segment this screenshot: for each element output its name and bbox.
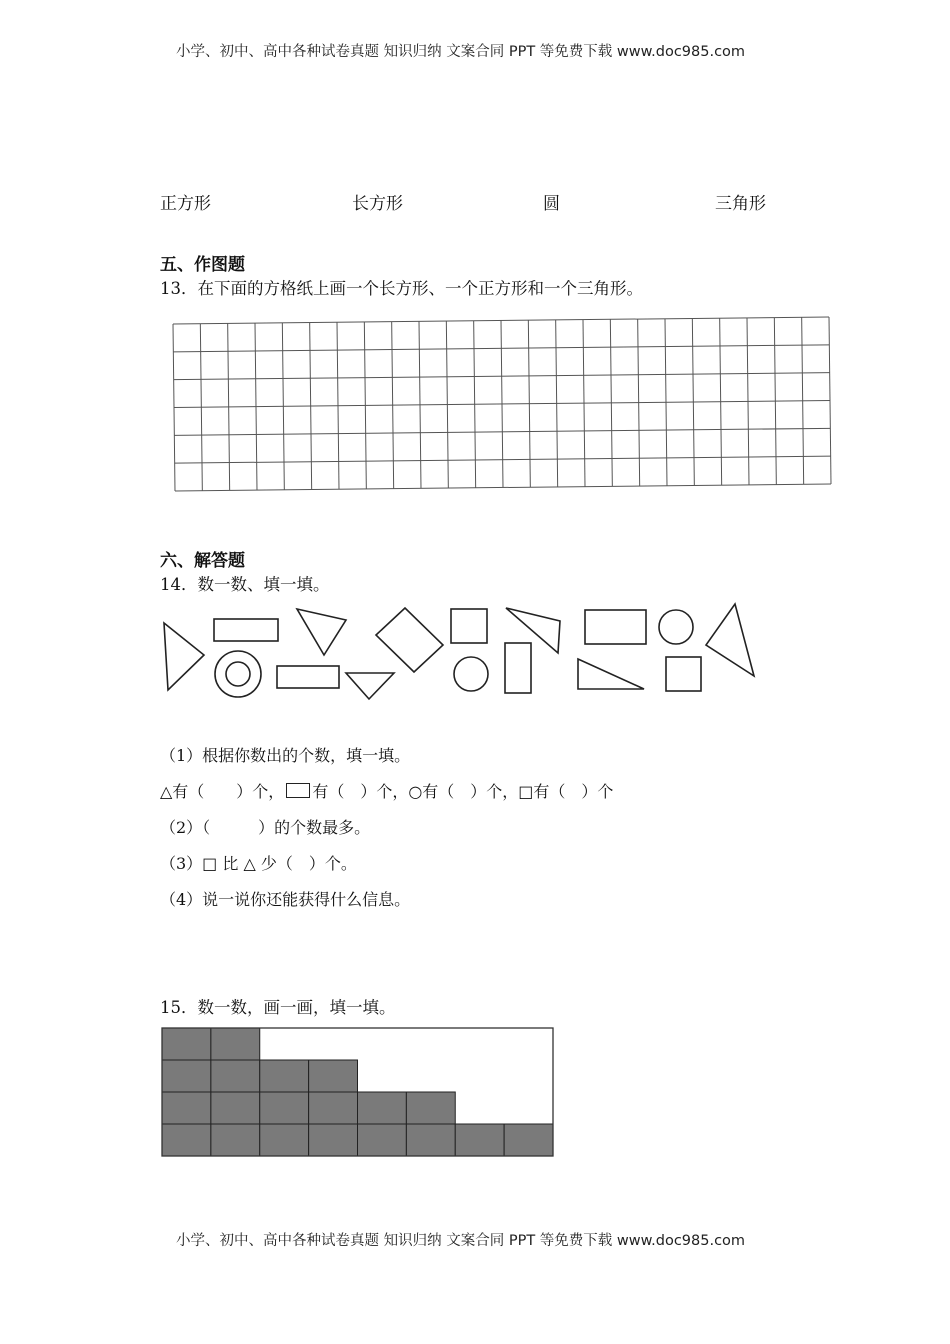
stair-block bbox=[211, 1092, 260, 1124]
label-rectangle: 长方形 bbox=[352, 194, 403, 214]
question-13: 13．在下面的方格纸上画一个长方形、一个正方形和一个三角形。 bbox=[160, 279, 643, 298]
fill-triangle: △有（ ）个， bbox=[160, 782, 285, 801]
section-5-title: 五、作图题 bbox=[160, 255, 245, 275]
label-square: 正方形 bbox=[160, 194, 211, 214]
stair-block bbox=[406, 1092, 455, 1124]
stair-block bbox=[260, 1060, 309, 1092]
fill-circle: ○有（ ）个， bbox=[408, 782, 519, 801]
fill-square: □有（ ）个 bbox=[518, 782, 614, 801]
stair-block bbox=[211, 1060, 260, 1092]
question-14-part-2: （2）（ ）的个数最多。 bbox=[160, 818, 371, 837]
question-15: 15．数一数，画一画，填一填。 bbox=[160, 998, 396, 1017]
stair-block bbox=[260, 1092, 309, 1124]
page-footer: 小学、初中、高中各种试卷真题 知识归纳 文案合同 PPT 等免费下载 www.doc985.com bbox=[176, 1233, 746, 1249]
question-14-part-4: （4）说一说你还能获得什么信息。 bbox=[160, 890, 411, 909]
stair-block bbox=[406, 1124, 455, 1156]
stair-block bbox=[455, 1124, 504, 1156]
stair-block bbox=[162, 1060, 211, 1092]
stair-block bbox=[260, 1124, 309, 1156]
question-14: 14．数一数、填一填。 bbox=[160, 575, 330, 594]
page-header: 小学、初中、高中各种试卷真题 知识归纳 文案合同 PPT 等免费下载 www.doc985.com bbox=[176, 44, 746, 60]
stair-block bbox=[358, 1124, 407, 1156]
section-6-title: 六、解答题 bbox=[160, 551, 245, 571]
stair-block bbox=[309, 1092, 358, 1124]
stair-block bbox=[162, 1124, 211, 1156]
stair-block bbox=[211, 1124, 260, 1156]
stair-block bbox=[162, 1092, 211, 1124]
fill-rectangle: 有（ ）个， bbox=[312, 782, 409, 801]
stair-block bbox=[504, 1124, 553, 1156]
stair-block bbox=[211, 1028, 260, 1060]
stair-block bbox=[162, 1028, 211, 1060]
label-circle: 圆 bbox=[543, 194, 560, 214]
stair-block bbox=[309, 1060, 358, 1092]
stair-block bbox=[358, 1092, 407, 1124]
question-14-part-3: （3）□ 比 △ 少（ ）个。 bbox=[160, 854, 357, 873]
stair-block bbox=[309, 1124, 358, 1156]
question-14-part-1: （1）根据你数出的个数，填一填。 bbox=[160, 746, 411, 765]
label-triangle: 三角形 bbox=[715, 194, 766, 214]
